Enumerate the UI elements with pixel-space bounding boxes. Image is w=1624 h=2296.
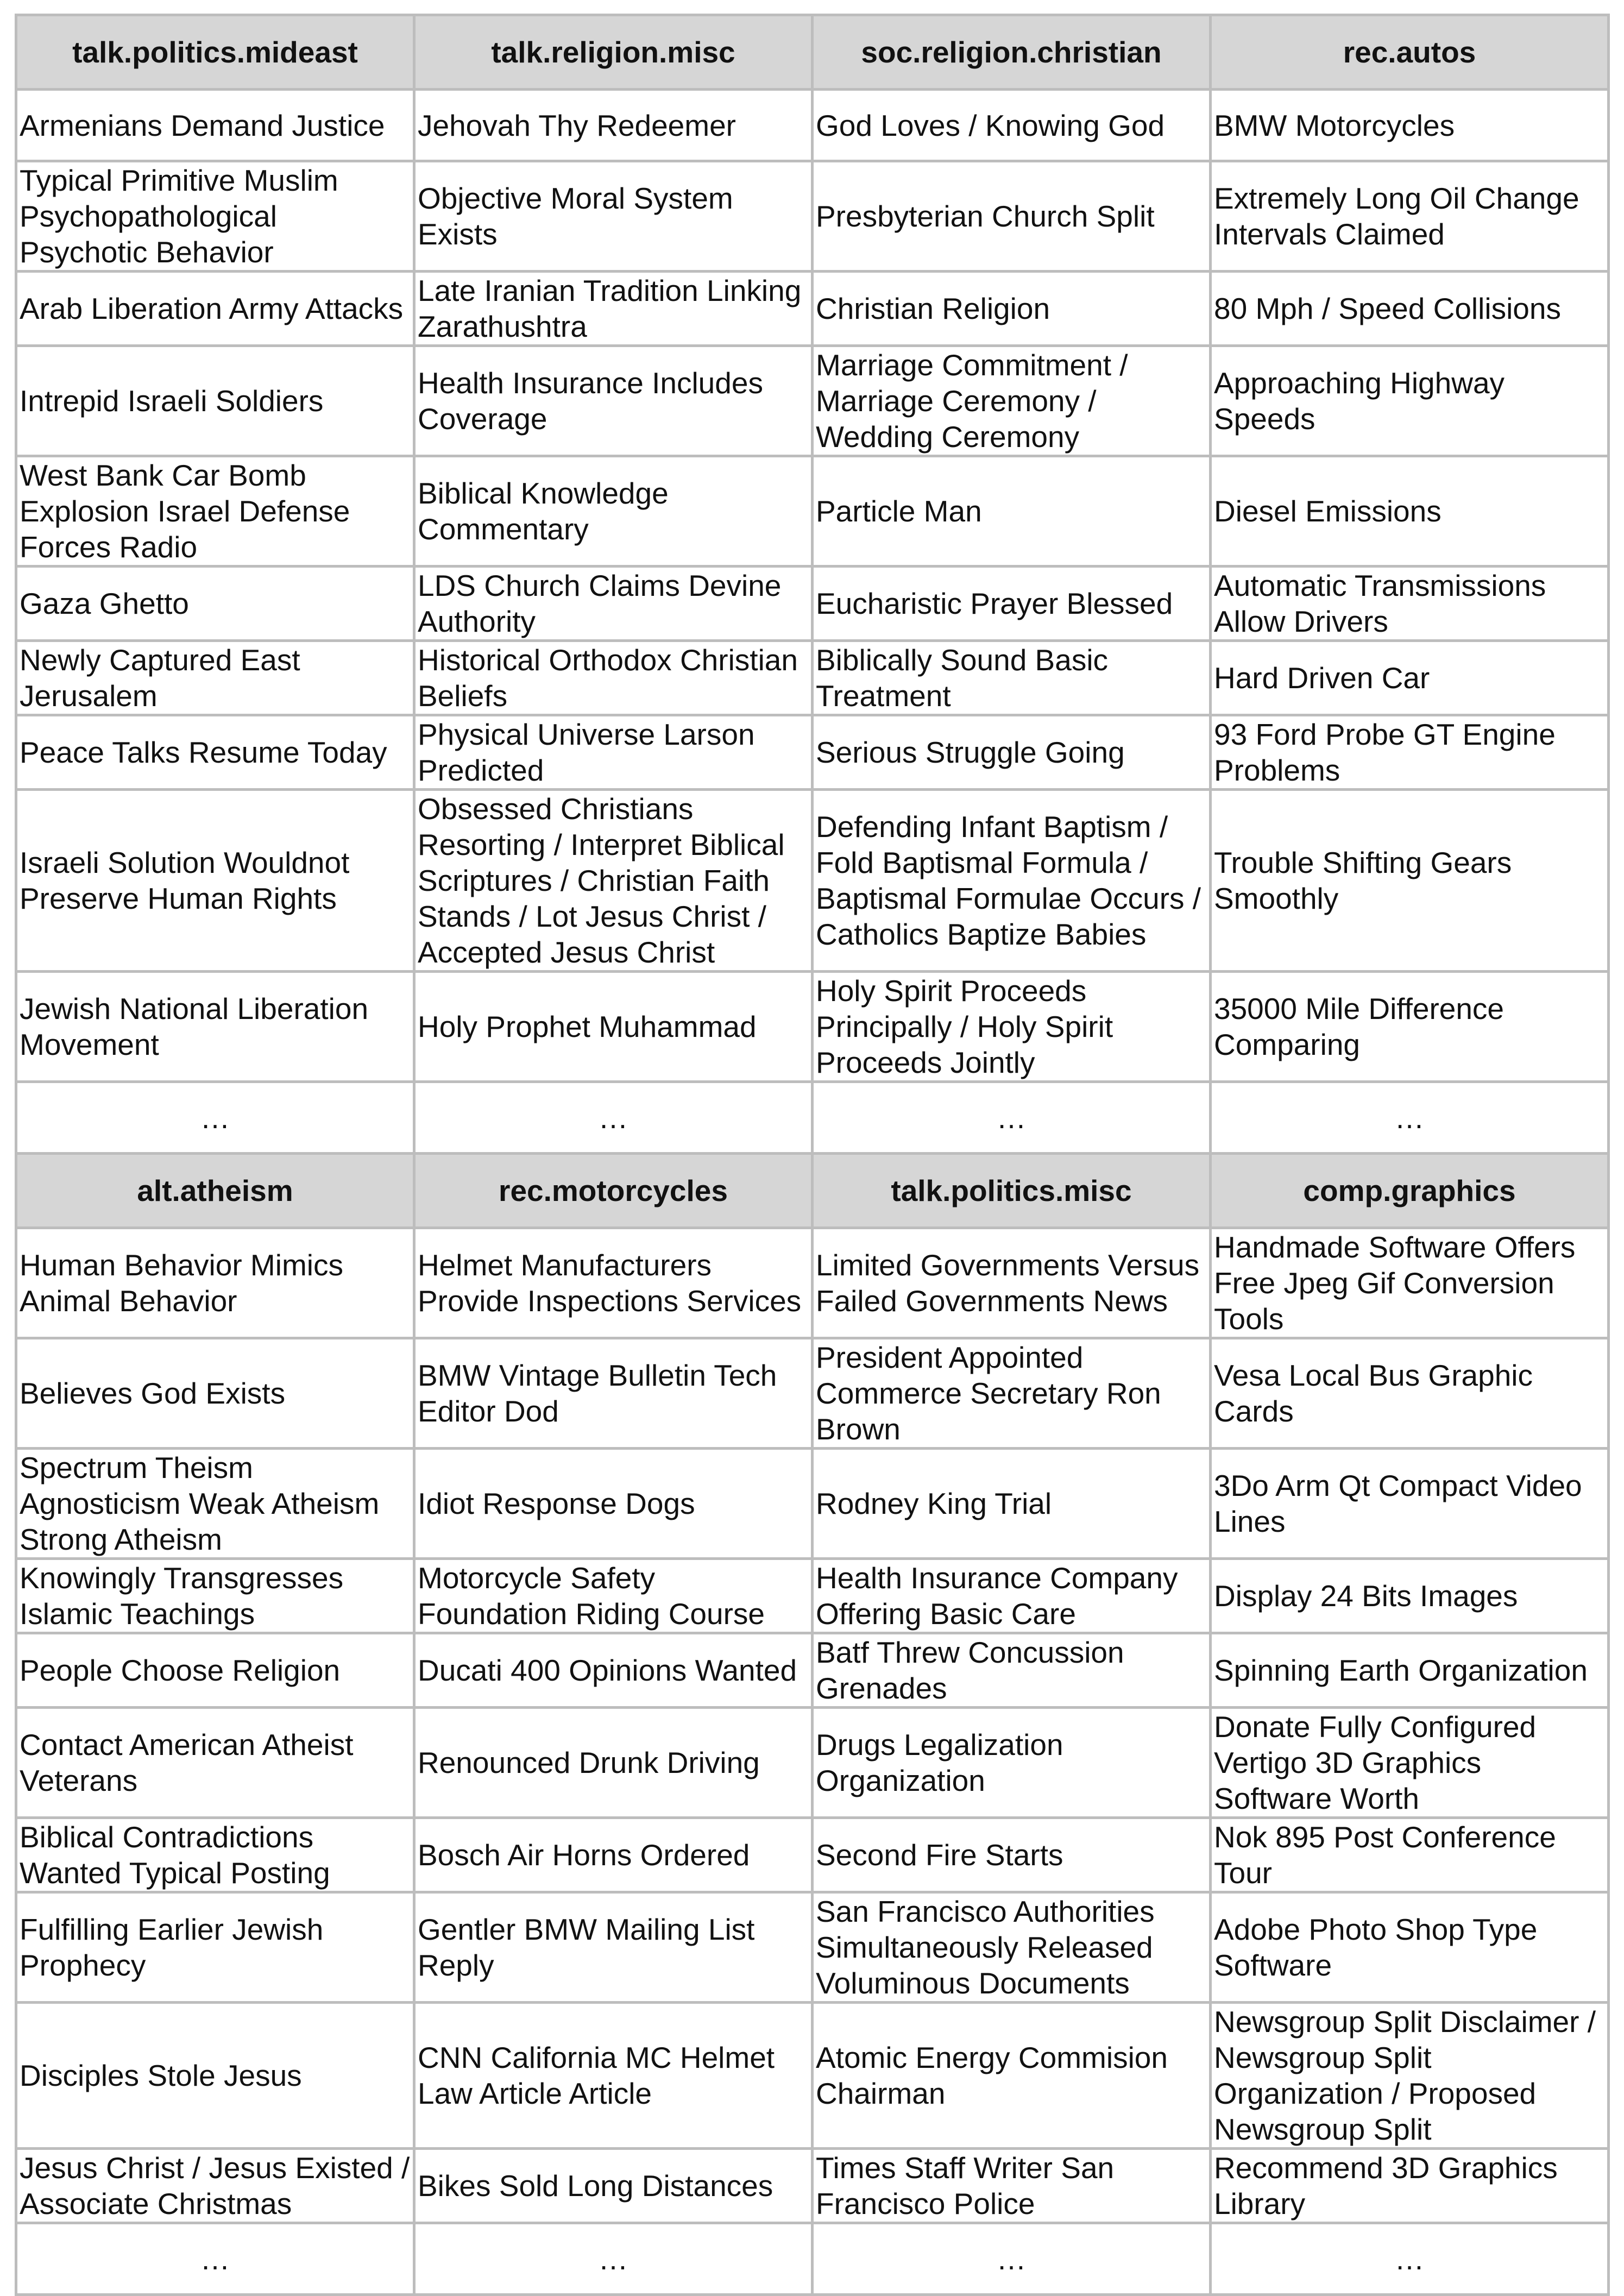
ellipsis-cell: … — [1211, 1082, 1609, 1154]
column-header: talk.religion.misc — [414, 15, 813, 90]
topic-cell: Display 24 Bits Images — [1211, 1559, 1609, 1633]
topic-cell: 93 Ford Probe GT Engine Problems — [1211, 715, 1609, 790]
topic-cell: Holy Spirit Proceeds Principally / Holy Spirit Proceeds Jointly — [813, 972, 1211, 1082]
topic-cell: Contact American Atheist Veterans — [16, 1708, 414, 1818]
topic-cell: Fulfilling Earlier Jewish Prophecy — [16, 1892, 414, 2003]
topic-table — [15, 14, 1610, 2296]
topic-cell: Health Insurance Includes Coverage — [414, 346, 813, 456]
topic-cell: BMW Motorcycles — [1211, 90, 1609, 161]
topic-cell: Jesus Christ / Jesus Existed / Associate Christmas — [16, 2149, 414, 2223]
topic-cell: Historical Orthodox Christian Beliefs — [414, 641, 813, 715]
ellipsis-cell: … — [414, 1082, 813, 1154]
table-row — [16, 272, 1609, 346]
column-header: rec.motorcycles — [414, 1154, 813, 1228]
topic-cell: Spinning Earth Organization — [1211, 1633, 1609, 1708]
topic-cell: Gaza Ghetto — [16, 567, 414, 641]
ellipsis-cell: … — [813, 1082, 1211, 1154]
topic-cell: People Choose Religion — [16, 1633, 414, 1708]
table-body — [16, 15, 1609, 2295]
topic-cell: Health Insurance Company Offering Basic Care — [813, 1559, 1211, 1633]
topic-cell: Bosch Air Horns Ordered — [414, 1818, 813, 1892]
topic-cell: Recommend 3D Graphics Library — [1211, 2149, 1609, 2223]
topic-cell: Renounced Drunk Driving — [414, 1708, 813, 1818]
table-row — [16, 1082, 1609, 1154]
topic-cell: Marriage Commitment / Marriage Ceremony / Wedding Ceremony — [813, 346, 1211, 456]
topic-cell: Diesel Emissions — [1211, 456, 1609, 567]
topic-cell: San Francisco Authorities Simultaneously Released Voluminous Documents — [813, 1892, 1211, 2003]
topic-cell: Newly Captured East Jerusalem — [16, 641, 414, 715]
ellipsis-cell: … — [813, 2223, 1211, 2295]
topic-cell: Human Behavior Mimics Animal Behavior — [16, 1228, 414, 1338]
table-row — [16, 2149, 1609, 2223]
table-row — [16, 1818, 1609, 1892]
header-row — [16, 1154, 1609, 1228]
topic-cell: CNN California MC Helmet Law Article Article — [414, 2003, 813, 2149]
table-row — [16, 790, 1609, 972]
topic-cell: Batf Threw Concussion Grenades — [813, 1633, 1211, 1708]
topic-cell: Rodney King Trial — [813, 1449, 1211, 1559]
topic-cell: Holy Prophet Muhammad — [414, 972, 813, 1082]
topic-cell: Disciples Stole Jesus — [16, 2003, 414, 2149]
topic-cell: Trouble Shifting Gears Smoothly — [1211, 790, 1609, 972]
topic-cell: Donate Fully Configured Vertigo 3D Graphics Software Worth — [1211, 1708, 1609, 1818]
topic-cell: Eucharistic Prayer Blessed — [813, 567, 1211, 641]
topic-cell: Armenians Demand Justice — [16, 90, 414, 161]
table-row — [16, 1449, 1609, 1559]
table-row — [16, 90, 1609, 161]
topic-cell: 3Do Arm Qt Compact Video Lines — [1211, 1449, 1609, 1559]
column-header: alt.atheism — [16, 1154, 414, 1228]
table-row — [16, 567, 1609, 641]
topic-cell: Nok 895 Post Conference Tour — [1211, 1818, 1609, 1892]
topic-cell: Late Iranian Tradition Linking Zarathushtra — [414, 272, 813, 346]
table-row — [16, 641, 1609, 715]
topic-cell: Christian Religion — [813, 272, 1211, 346]
topic-cell: Spectrum Theism Agnosticism Weak Atheism Strong Atheism — [16, 1449, 414, 1559]
topic-cell: Typical Primitive Muslim Psychopathological Psychotic Behavior — [16, 161, 414, 272]
topic-cell: Motorcycle Safety Foundation Riding Course — [414, 1559, 813, 1633]
topic-cell: Biblical Knowledge Commentary — [414, 456, 813, 567]
table-row — [16, 456, 1609, 567]
topic-cell: Peace Talks Resume Today — [16, 715, 414, 790]
topic-cell: Idiot Response Dogs — [414, 1449, 813, 1559]
table-row — [16, 1228, 1609, 1338]
topic-cell: Particle Man — [813, 456, 1211, 567]
topic-cell: Jewish National Liberation Movement — [16, 972, 414, 1082]
topic-cell: Presbyterian Church Split — [813, 161, 1211, 272]
table-row — [16, 161, 1609, 272]
table-row — [16, 972, 1609, 1082]
topic-cell: Approaching Highway Speeds — [1211, 346, 1609, 456]
topic-cell: Helmet Manufacturers Provide Inspections Services — [414, 1228, 813, 1338]
topic-cell: Obsessed Christians Resorting / Interpret Biblical Scriptures / Christian Faith Stands / Lot Jesus Christ / Accepted Jesus Christ — [414, 790, 813, 972]
topic-cell: Automatic Transmissions Allow Drivers — [1211, 567, 1609, 641]
topic-cell: Physical Universe Larson Predicted — [414, 715, 813, 790]
topic-cell: Limited Governments Versus Failed Governments News — [813, 1228, 1211, 1338]
table-row — [16, 1708, 1609, 1818]
topic-cell: Adobe Photo Shop Type Software — [1211, 1892, 1609, 2003]
table-row — [16, 715, 1609, 790]
ellipsis-cell: … — [16, 1082, 414, 1154]
topic-cell: West Bank Car Bomb Explosion Israel Defense Forces Radio — [16, 456, 414, 567]
topic-cell: God Loves / Knowing God — [813, 90, 1211, 161]
column-header: rec.autos — [1211, 15, 1609, 90]
topic-cell: Vesa Local Bus Graphic Cards — [1211, 1338, 1609, 1449]
topic-cell: Second Fire Starts — [813, 1818, 1211, 1892]
topic-cell: Biblical Contradictions Wanted Typical Posting — [16, 1818, 414, 1892]
topic-cell: Bikes Sold Long Distances — [414, 2149, 813, 2223]
topic-cell: Objective Moral System Exists — [414, 161, 813, 272]
topic-cell: Newsgroup Split Disclaimer / Newsgroup Split Organization / Proposed Newsgroup Split — [1211, 2003, 1609, 2149]
topic-cell: Gentler BMW Mailing List Reply — [414, 1892, 813, 2003]
topic-cell: LDS Church Claims Devine Authority — [414, 567, 813, 641]
topic-cell: Jehovah Thy Redeemer — [414, 90, 813, 161]
topic-cell: Handmade Software Offers Free Jpeg Gif Conversion Tools — [1211, 1228, 1609, 1338]
topic-cell: President Appointed Commerce Secretary Ron Brown — [813, 1338, 1211, 1449]
table-row — [16, 2223, 1609, 2295]
column-header: talk.politics.misc — [813, 1154, 1211, 1228]
table-row — [16, 2003, 1609, 2149]
table-row — [16, 1892, 1609, 2003]
topic-cell: Atomic Energy Commision Chairman — [813, 2003, 1211, 2149]
table-row — [16, 1559, 1609, 1633]
table-row — [16, 346, 1609, 456]
topic-cell: 35000 Mile Difference Comparing — [1211, 972, 1609, 1082]
topic-cell: Biblically Sound Basic Treatment — [813, 641, 1211, 715]
topic-cell: Drugs Legalization Organization — [813, 1708, 1211, 1818]
topic-cell: Hard Driven Car — [1211, 641, 1609, 715]
topic-cell: Intrepid Israeli Soldiers — [16, 346, 414, 456]
ellipsis-cell: … — [414, 2223, 813, 2295]
topic-cell: 80 Mph / Speed Collisions — [1211, 272, 1609, 346]
topic-cell: Arab Liberation Army Attacks — [16, 272, 414, 346]
table-row — [16, 1633, 1609, 1708]
topic-cell: Believes God Exists — [16, 1338, 414, 1449]
topic-cell: BMW Vintage Bulletin Tech Editor Dod — [414, 1338, 813, 1449]
column-header: talk.politics.mideast — [16, 15, 414, 90]
topic-cell: Israeli Solution Wouldnot Preserve Human Rights — [16, 790, 414, 972]
column-header: comp.graphics — [1211, 1154, 1609, 1228]
topic-cell: Ducati 400 Opinions Wanted — [414, 1633, 813, 1708]
ellipsis-cell: … — [16, 2223, 414, 2295]
ellipsis-cell: … — [1211, 2223, 1609, 2295]
header-row — [16, 15, 1609, 90]
topic-cell: Serious Struggle Going — [813, 715, 1211, 790]
topic-cell: Knowingly Transgresses Islamic Teachings — [16, 1559, 414, 1633]
topic-cell: Extremely Long Oil Change Intervals Claimed — [1211, 161, 1609, 272]
column-header: soc.religion.christian — [813, 15, 1211, 90]
table-row — [16, 1338, 1609, 1449]
topic-cell: Times Staff Writer San Francisco Police — [813, 2149, 1211, 2223]
topic-cell: Defending Infant Baptism / Fold Baptismal Formula / Baptismal Formulae Occurs / Catholics Baptize Babies — [813, 790, 1211, 972]
